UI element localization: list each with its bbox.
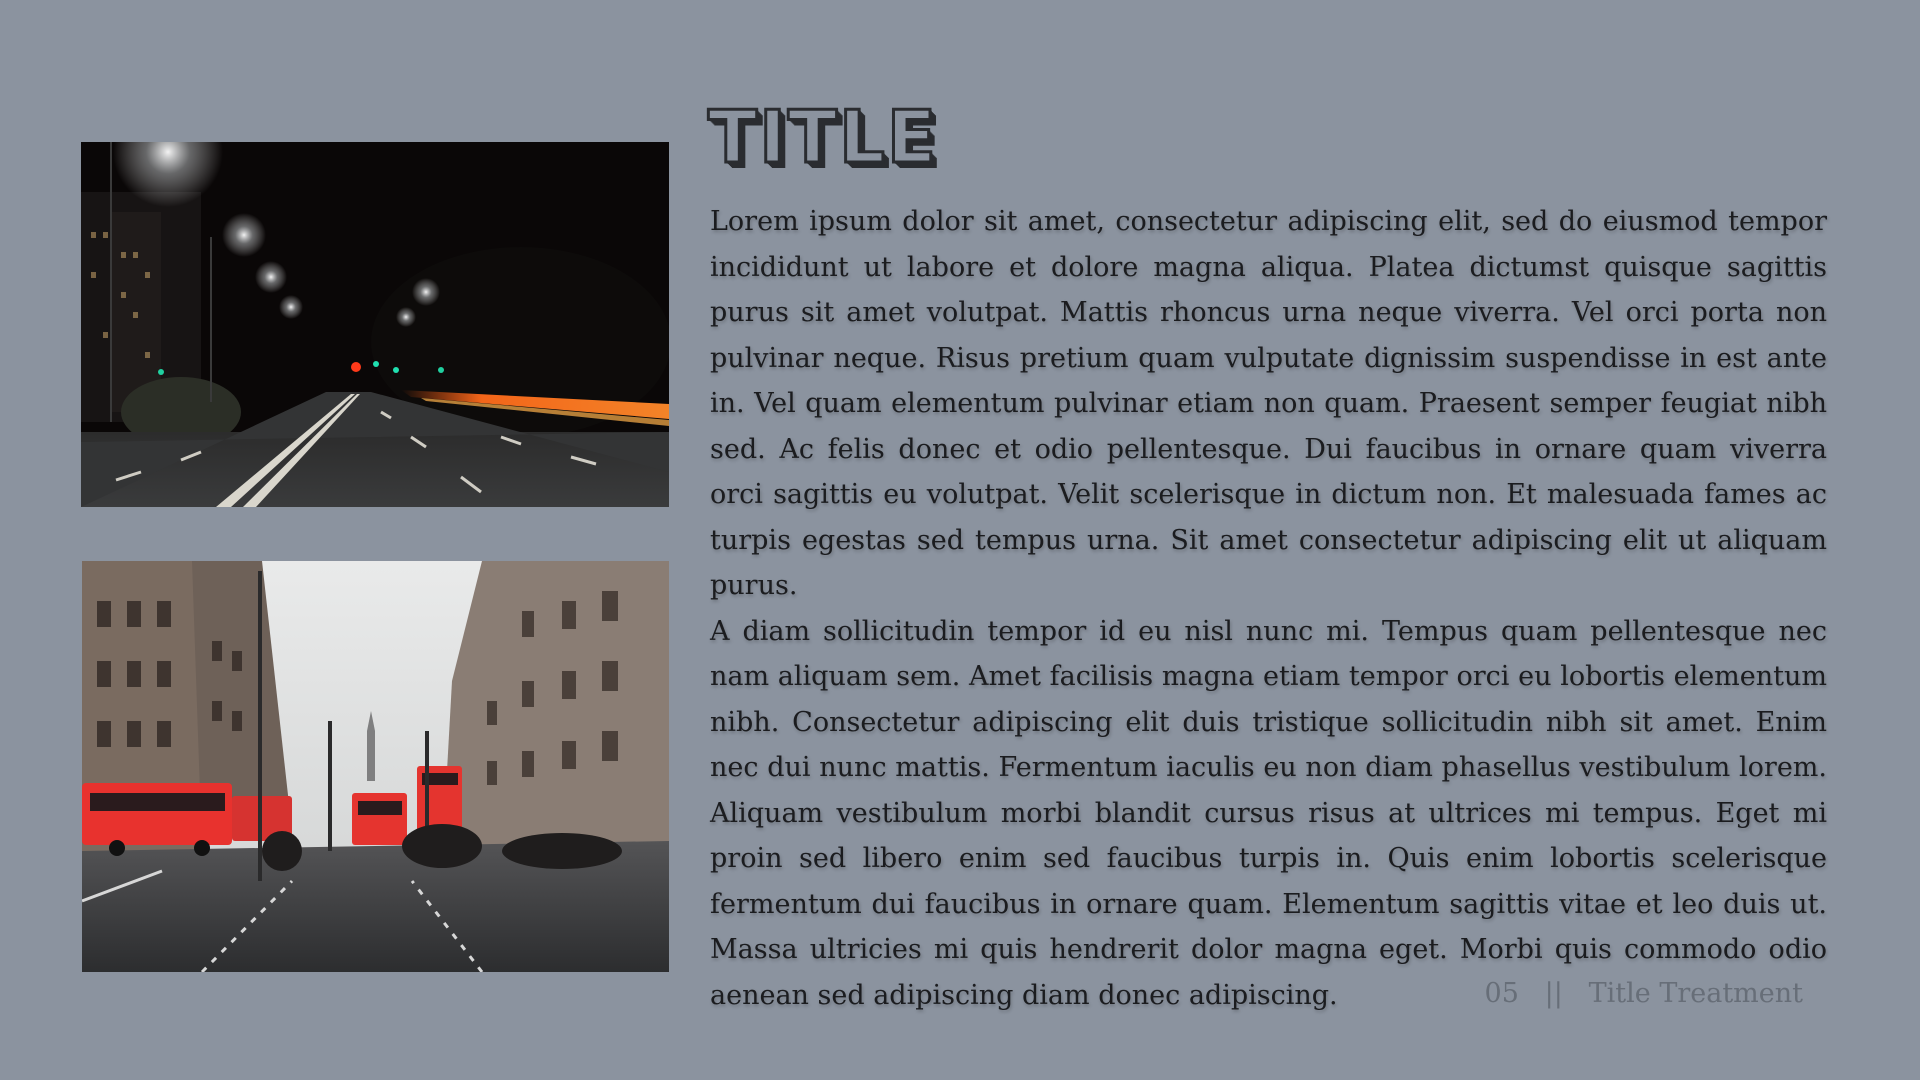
night-road-photo [81, 142, 669, 507]
paragraph-1: Lorem ipsum dolor sit amet, consectetur adipiscing elit, sed do eiusmod tempor incididunt ut labore et dolore magna aliqua. Platea dictumst quisque sagittis purus sit amet volutpat. Mattis rhoncus urna neque viverra. Vel orci porta non pulvinar neque. Risus pretium quam vulputate dignissim suspendisse in est ante in. Vel quam elementum pulvinar etiam non quam. Praesent semper feugiat nibh sed. Ac felis donec et odio pellentesque. Dui faucibus in ornare quam viverra orci sagittis eu volutpat. Velit scelerisque in dictum non. Et malesuada fames ac turpis egestas sed tempus urna. Sit amet consectetur adipiscing elit ut aliquam purus. [710, 206, 1827, 601]
city-street-photo [82, 561, 669, 972]
section-name: Title Treatment [1588, 978, 1803, 1009]
slide-title: TITLE [708, 95, 939, 179]
page-number: 05 [1484, 978, 1519, 1009]
footer-separator: || [1544, 978, 1563, 1009]
paragraph-2: A diam sollicitudin tempor id eu nisl nunc mi. Tempus quam pellentesque nec nam aliquam sem. Amet facilisis magna etiam tempor orci eu lobortis elementum nibh. Consectetur adipiscing elit duis tristique sollicitudin nibh sit amet. Enim nec dui nunc mattis. Fermentum iaculis eu non diam phasellus vestibulum lorem. Aliquam vestibulum morbi blandit cursus risus at ultrices mi tempus. Eget mi proin sed libero enim sed faucibus turpis in. Quis enim lobortis scelerisque fermentum dui faucibus in ornare quam. Elementum sagittis vitae et leo duis ut. Massa ultricies mi quis hendrerit dolor magna eget. Morbi quis commodo odio aenean sed adipiscing diam donec adipiscing. [710, 615, 1827, 1011]
slide-footer [1485, 978, 1803, 1009]
body-text [710, 199, 1827, 1018]
